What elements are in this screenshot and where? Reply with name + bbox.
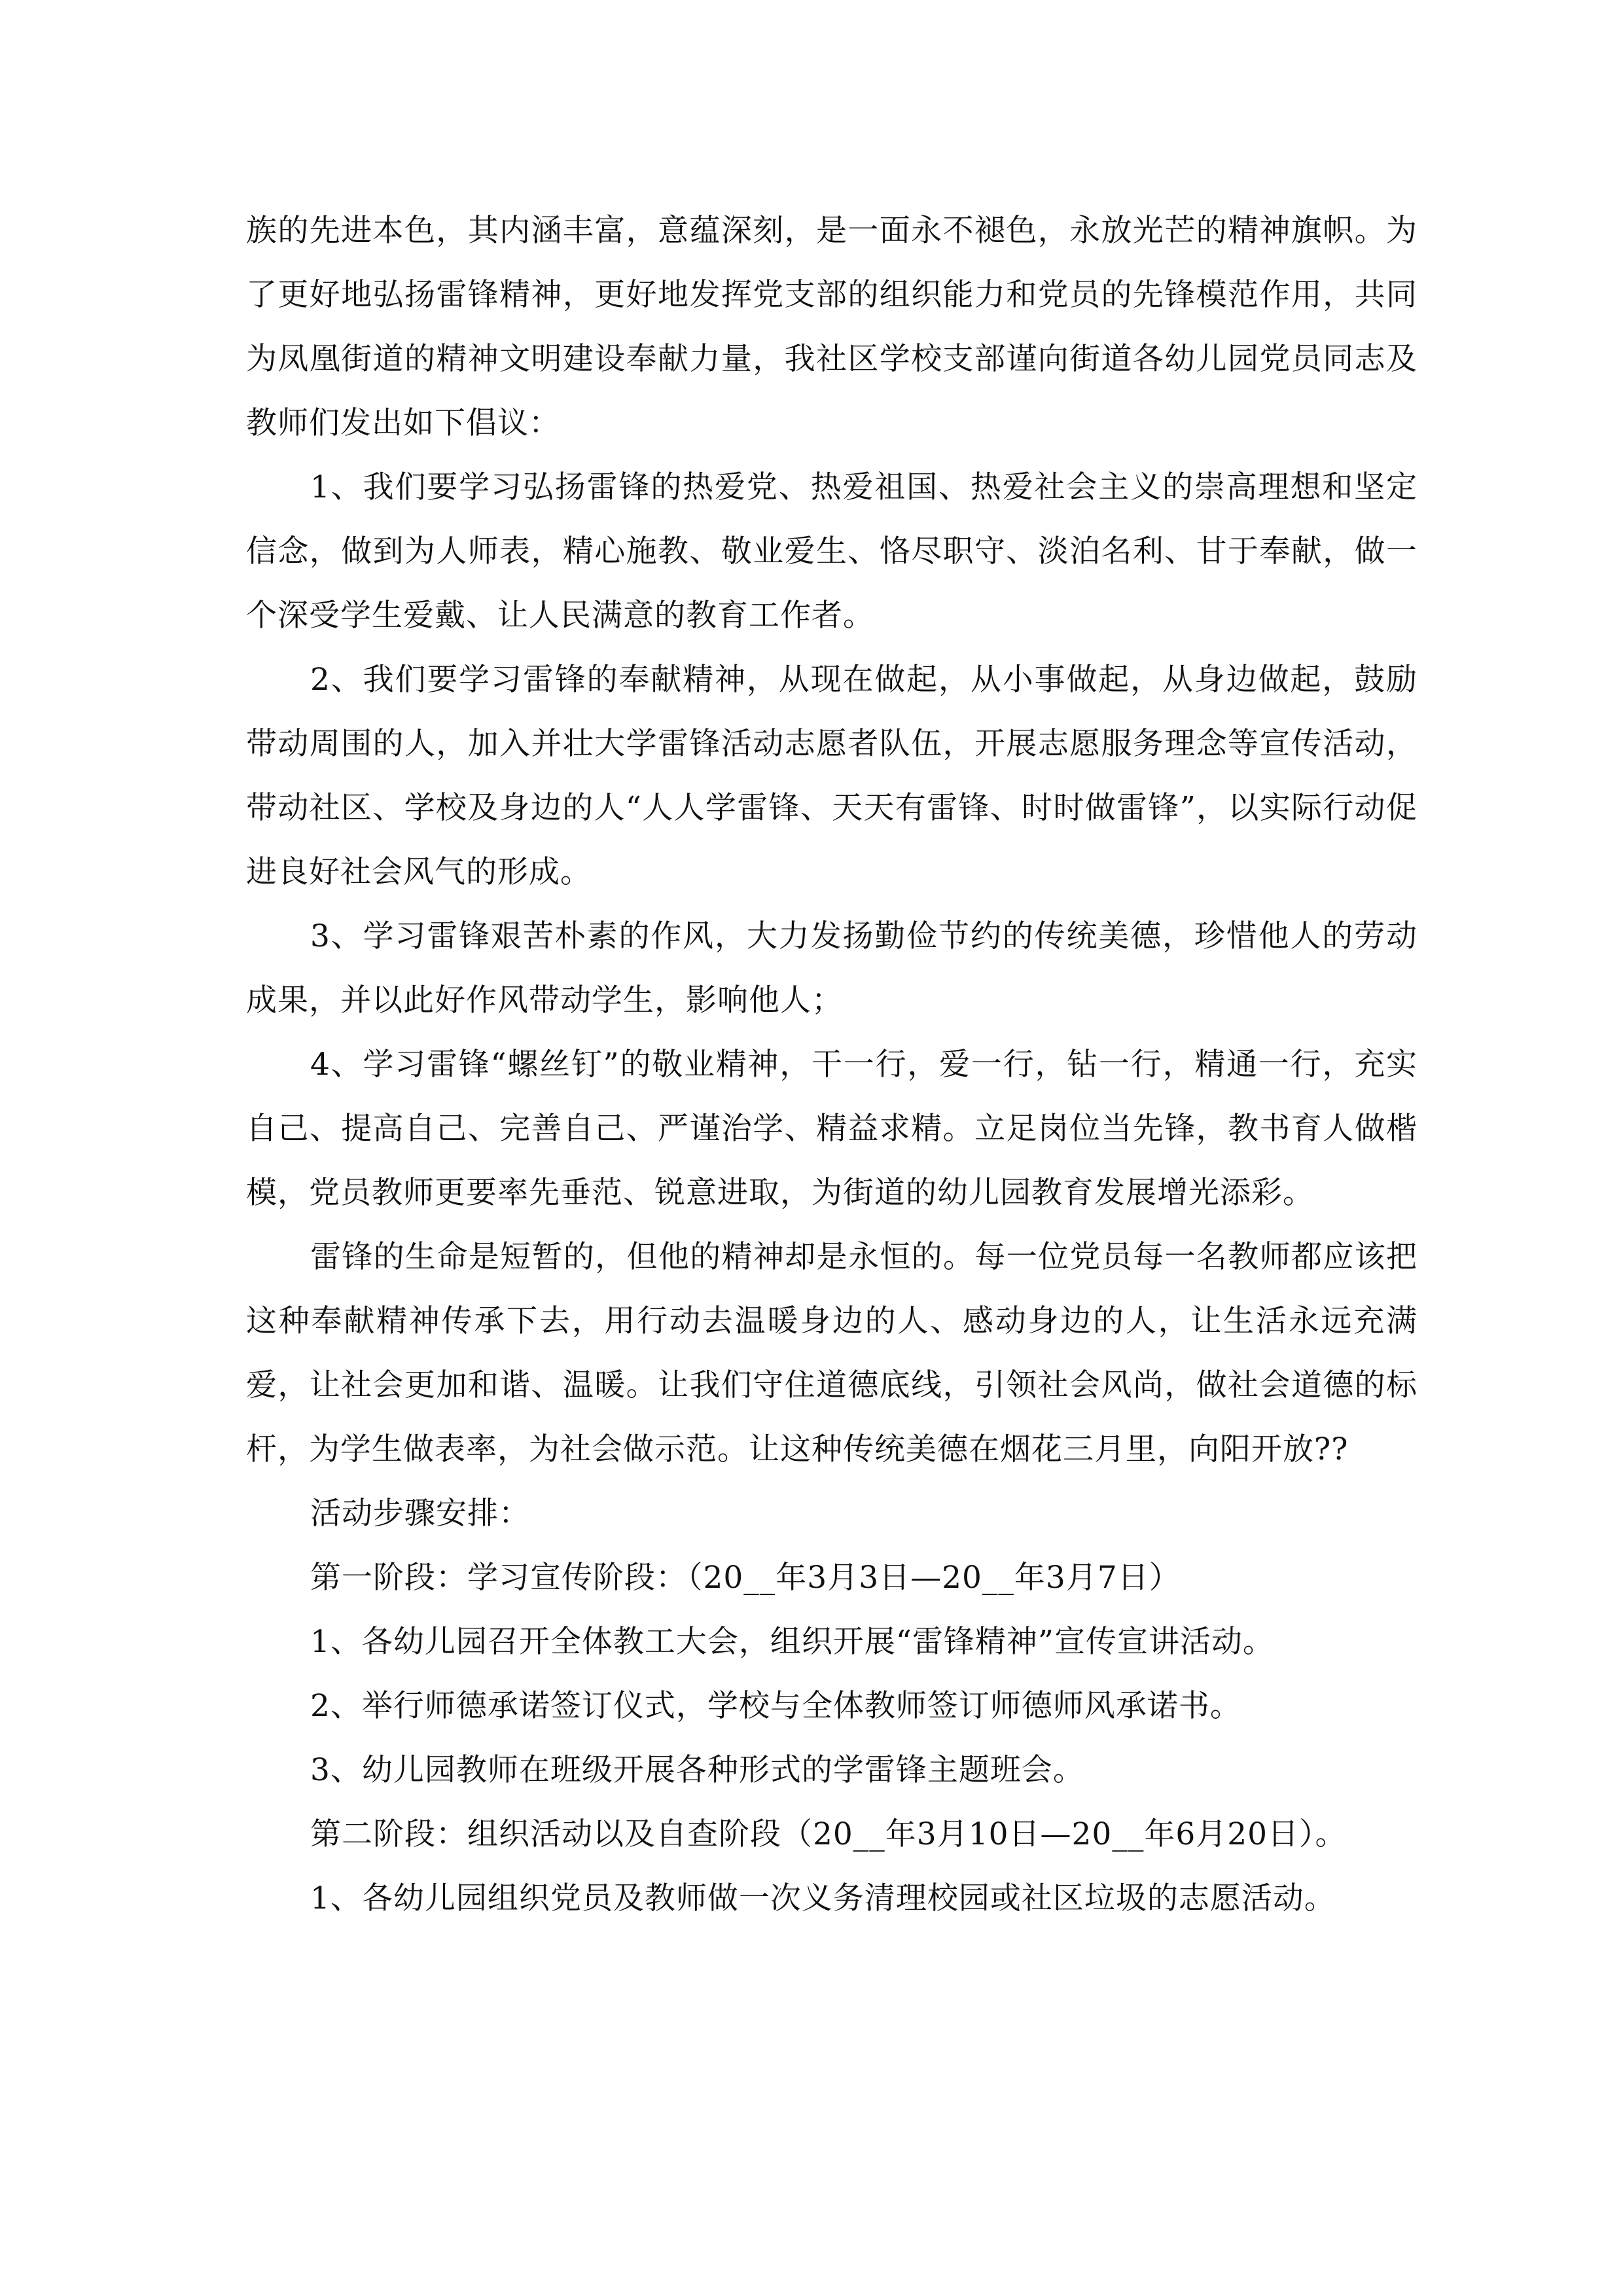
phase-one-item-1: 1、各幼儿园召开全体教工大会，组织开展“雷锋精神”宣传宣讲活动。 xyxy=(310,1624,1274,1660)
phase-two-item-1: 1、各幼儿园组织党员及教师做一次义务清理校园或社区垃圾的志愿活动。 xyxy=(310,1880,1336,1916)
phase-one-item-3: 3、幼儿园教师在班级开展各种形式的学雷锋主题班会。 xyxy=(310,1752,1084,1788)
document-body xyxy=(246,199,1418,1931)
paragraph-conclusion: 雷锋的生命是短暂的，但他的精神却是永恒的。每一位党员每一名教师都应该把这种奉献精神传承下去，用行动去温暖身边的人、感动身边的人，让生活永远充满爱，让社会更加和谐、温暖。让我们守住道德底线，引领社会风尚，做社会道德的标杆，为学生做表率，为社会做示范。让这种传统美德在烟花三月里，向阳开放?? xyxy=(246,1239,1418,1467)
paragraph-item-1: 1、我们要学习弘扬雷锋的热爱党、热爱祖国、热爱社会主义的崇高理想和坚定信念，做到为人师表，精心施教、敬业爱生、恪尽职守、淡泊名利、甘于奉献，做一个深受学生爱戴、让人民满意的教育工作者。 xyxy=(246,469,1418,634)
paragraph-item-2: 2、我们要学习雷锋的奉献精神，从现在做起，从小事做起，从身边做起，鼓励带动周围的人，加入并壮大学雷锋活动志愿者队伍，开展志愿服务理念等宣传活动，带动社区、学校及身边的人“人人学雷锋、天天有雷锋、时时做雷锋”，以实际行动促进良好社会风气的形成。 xyxy=(246,662,1418,890)
paragraph-item-4: 4、学习雷锋“螺丝钉”的敬业精神，干一行，爱一行，钻一行，精通一行，充实自己、提高自己、完善自己、严谨治学、精益求精。立足岗位当先锋，教书育人做楷模，党员教师更要率先垂范、锐意进取，为街道的幼儿园教育发展增光添彩。 xyxy=(246,1047,1418,1211)
paragraph-item-3: 3、学习雷锋艰苦朴素的作风，大力发扬勤俭节约的传统美德，珍惜他人的劳动成果，并以此好作风带动学生，影响他人； xyxy=(246,918,1418,1018)
phase-one-heading: 第一阶段：学习宣传阶段：（20__年3月3日—20__年3月7日） xyxy=(310,1560,1181,1596)
steps-heading: 活动步骤安排： xyxy=(310,1496,530,1532)
phase-two-heading: 第二阶段：组织活动以及自查阶段（20__年3月10日—20__年6月20日）。 xyxy=(310,1816,1347,1852)
paragraph-preamble: 族的先进本色，其内涵丰富，意蕴深刻，是一面永不褪色，永放光芒的精神旗帜。为了更好地弘扬雷锋精神，更好地发挥党支部的组织能力和党员的先锋模范作用，共同为凤凰街道的精神文明建设奉献力量，我社区学校支部谨向街道各幼儿园党员同志及教师们发出如下倡议： xyxy=(246,213,1418,441)
phase-one-item-2: 2、举行师德承诺签订仪式，学校与全体教师签订师德师风承诺书。 xyxy=(310,1688,1241,1724)
